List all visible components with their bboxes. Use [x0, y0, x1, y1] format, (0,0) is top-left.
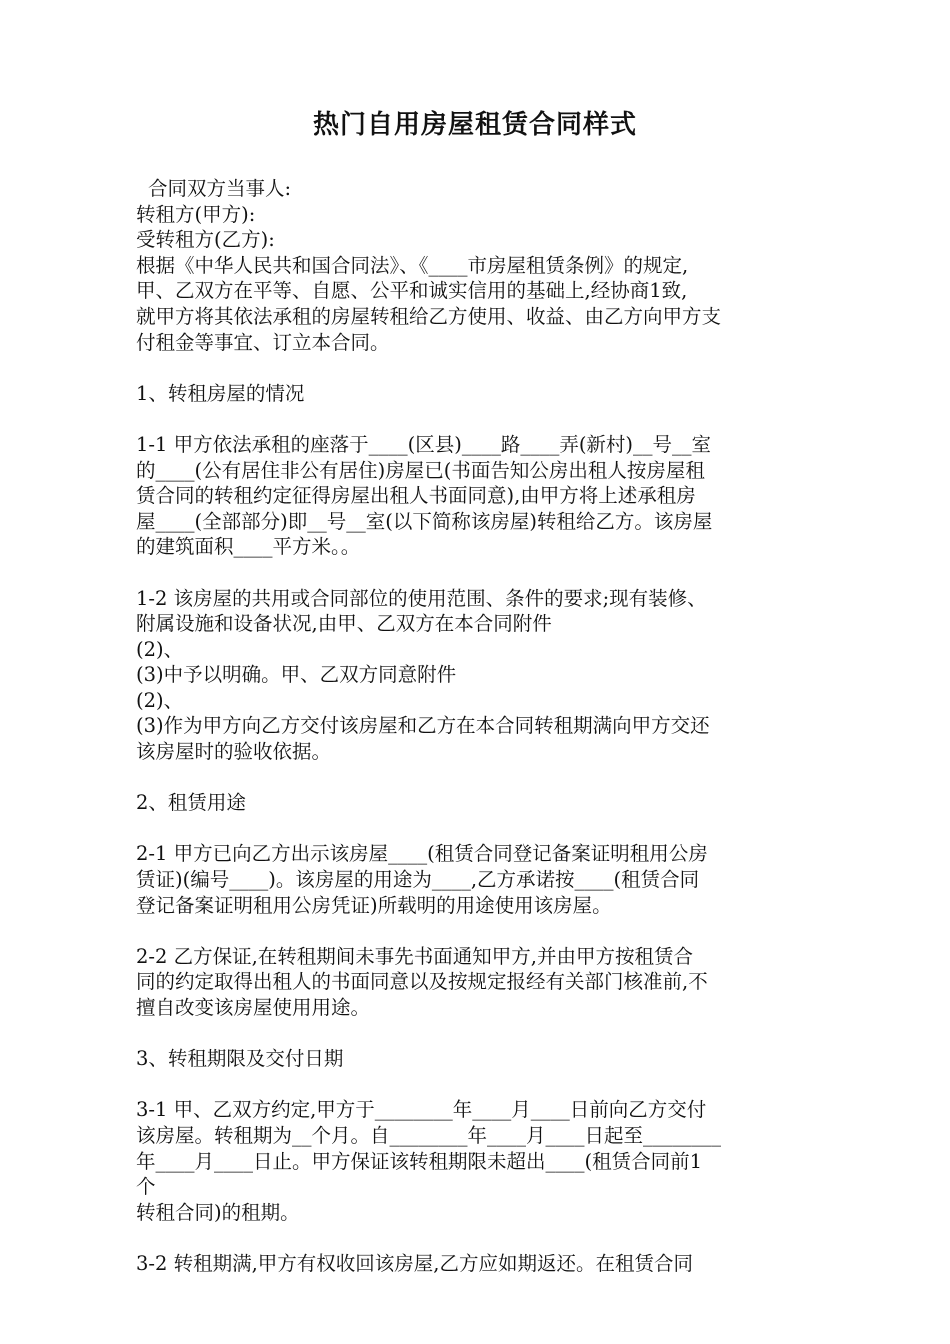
text-line: 年____月____日止。甲方保证该转租期限未超出____(租赁合同前1: [136, 1149, 703, 1173]
text-line: 1-2 该房屋的共用或合同部位的使用范围、条件的要求;现有装修、: [136, 586, 707, 610]
paragraph: [136, 253, 826, 355]
text-line: 转租方(甲方):: [136, 202, 256, 226]
text-line: 就甲方将其依法承租的房屋转租给乙方使用、收益、由乙方向甲方支: [136, 304, 722, 328]
paragraph-gap: [136, 406, 826, 432]
paragraph: [136, 176, 826, 202]
text-line: 赁证)(编号____)。该房屋的用途为____,乙方承诺按____(租赁合同: [136, 868, 700, 892]
text-line: 该房屋时的验收依据。: [136, 740, 332, 764]
paragraph: [136, 1097, 826, 1225]
text-line: 2-2 乙方保证,在转租期间未事先书面通知甲方,并由甲方按租赁合: [136, 944, 693, 968]
paragraph: [136, 432, 826, 560]
paragraph: [136, 227, 826, 253]
text-line: 该房屋。转租期为__个月。自________年____月____日起至________: [136, 1123, 722, 1147]
text-line: 付租金等事宜、订立本合同。: [136, 330, 390, 354]
text-line: 赁合同的转租约定征得房屋出租人书面同意),由甲方将上述承租房: [136, 484, 696, 508]
paragraph-gap: [136, 355, 826, 381]
text-line: (3)作为甲方向乙方交付该房屋和乙方在本合同转租期满向甲方交还: [136, 714, 710, 738]
text-line: (2)、: [136, 637, 184, 661]
text-line: 的建筑面积____平方米。。: [136, 535, 361, 559]
text-line: 甲、乙双方在平等、自愿、公平和诚实信用的基础上,经协商1致,: [136, 279, 688, 303]
text-line: 屋____(全部部分)即__号__室(以下简称该房屋)转租给乙方。该房屋: [136, 509, 713, 533]
paragraph-gap: [136, 1225, 826, 1251]
text-line: 根据《中华人民共和国合同法》、《____市房屋租赁条例》的规定,: [136, 253, 689, 277]
paragraph-gap: [136, 816, 826, 842]
text-line: 3-1 甲、乙双方约定,甲方于________年____月____日前向乙方交付: [136, 1098, 707, 1122]
paragraph: [136, 1251, 826, 1277]
text-line: 3、转租期限及交付日期: [136, 1047, 344, 1071]
text-line: (2)、: [136, 688, 184, 712]
paragraph: [136, 944, 826, 1021]
paragraph: [136, 381, 826, 407]
paragraph: [136, 586, 826, 765]
text-line: 1-1 甲方依法承租的座落于____(区县)____路____弄(新村)__号__室: [136, 432, 712, 456]
text-line: 1、转租房屋的情况: [136, 381, 305, 405]
paragraph: [136, 1046, 826, 1072]
text-line: 登记备案证明租用公房凭证)所载明的用途使用该房屋。: [136, 893, 612, 917]
text-line: 转租合同)的租期。: [136, 1200, 300, 1224]
paragraph-gap: [136, 918, 826, 944]
text-line: 附属设施和设备状况,由甲、乙双方在本合同附件: [136, 612, 552, 636]
paragraph: [136, 841, 826, 918]
text-line: 的____(公有居住非公有居住)房屋已(书面告知公房出租人按房屋租: [136, 458, 705, 482]
text-line: 2、租赁用途: [136, 791, 246, 815]
text-line: 擅自改变该房屋使用用途。: [136, 996, 371, 1019]
document-title: 热门自用房屋租赁合同样式: [312, 110, 637, 140]
text-line: 3-2 转租期满,甲方有权收回该房屋,乙方应如期返还。在租赁合同: [136, 1251, 693, 1275]
paragraph: [136, 202, 826, 228]
document-body: [136, 176, 826, 1277]
paragraph-gap: [136, 1072, 826, 1098]
text-line: (3)中予以明确。甲、乙双方同意附件: [136, 663, 457, 687]
paragraph-gap: [136, 1021, 826, 1047]
text-line: 受转租方(乙方):: [136, 228, 275, 252]
paragraph: [136, 790, 826, 816]
paragraph-gap: [136, 765, 826, 791]
text-line: 2-1 甲方已向乙方出示该房屋____(租赁合同登记备案证明租用公房: [136, 842, 708, 866]
text-line: 个: [136, 1175, 156, 1199]
text-line: 同的约定取得出租人的书面同意以及按规定报经有关部门核准前,不: [136, 970, 708, 994]
text-line: 合同双方当事人:: [148, 177, 292, 200]
paragraph-gap: [136, 560, 826, 586]
